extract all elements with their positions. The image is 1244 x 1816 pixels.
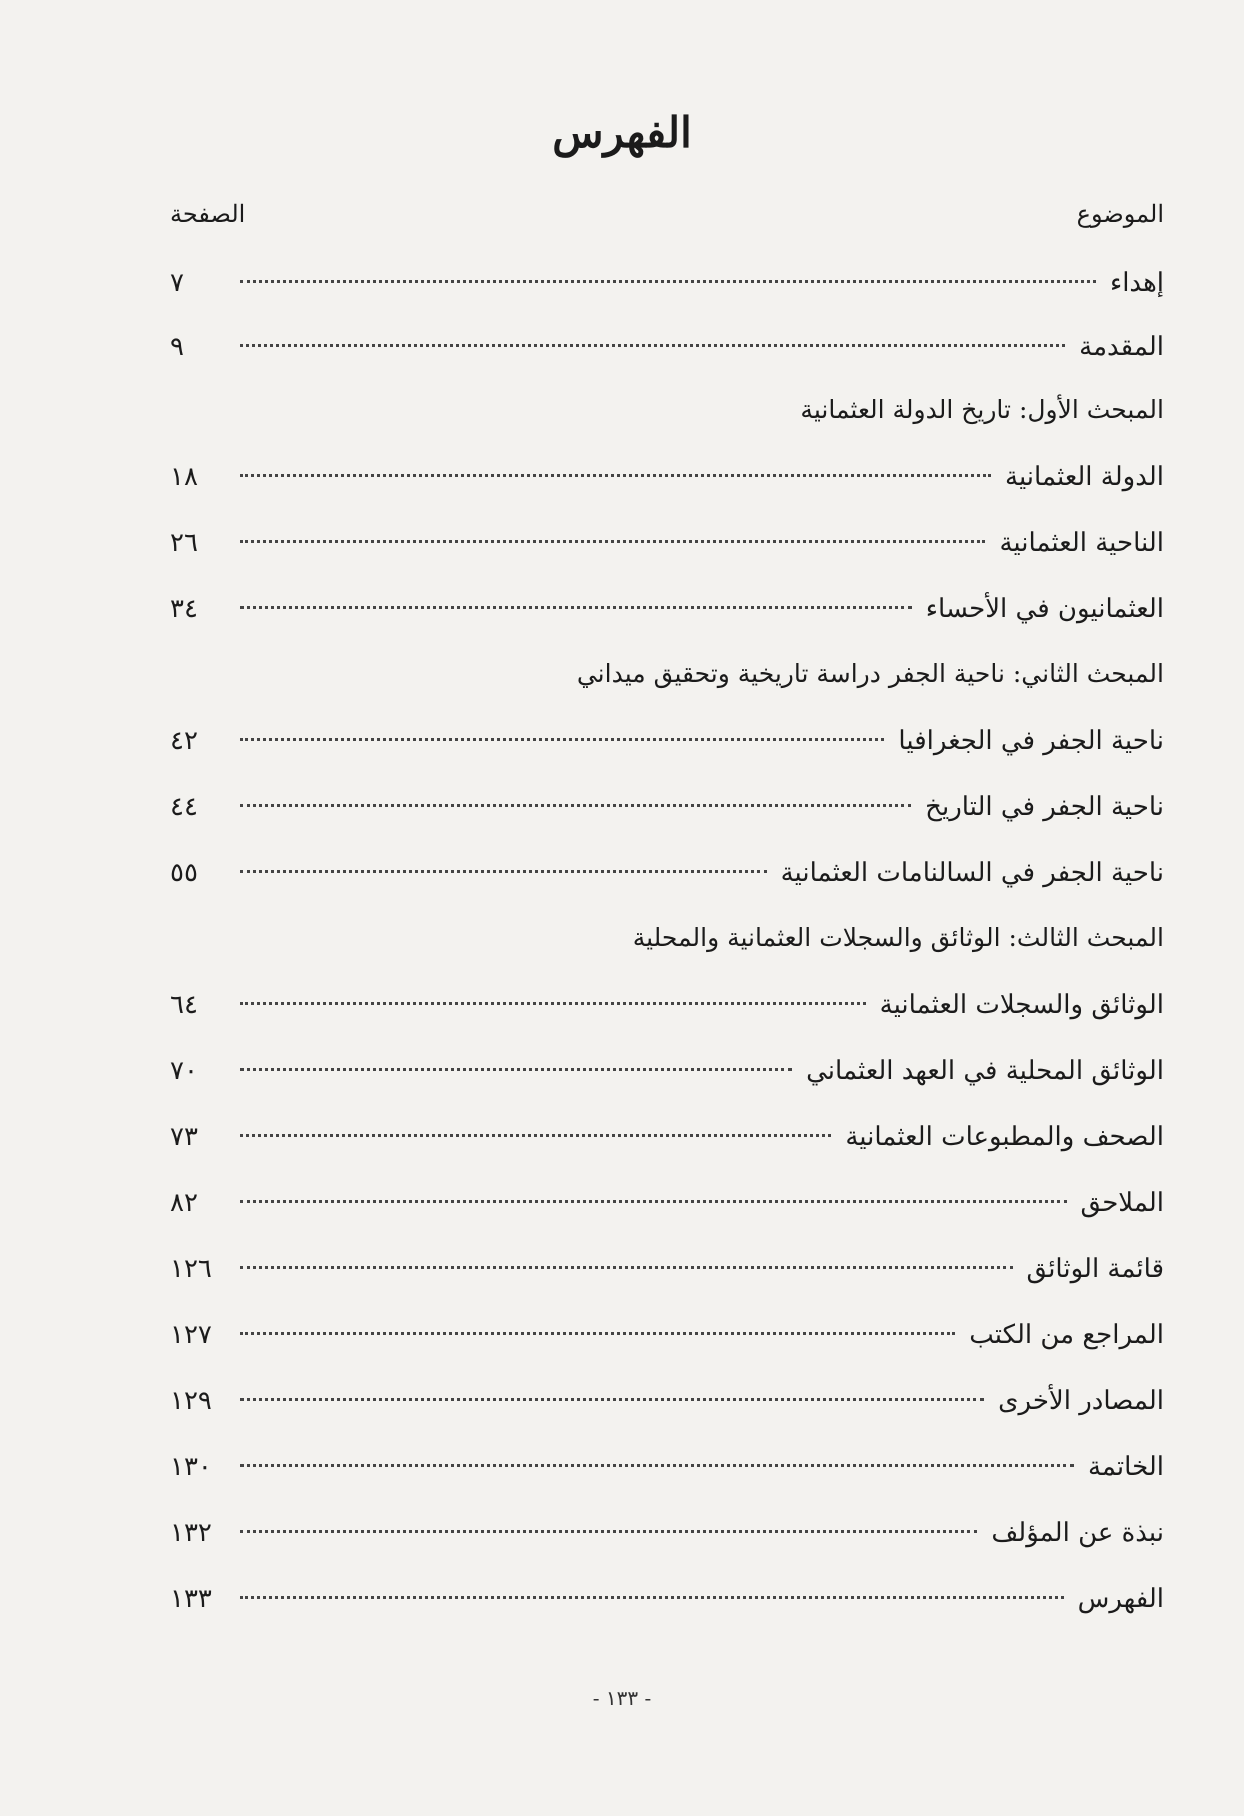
- toc-entry-title: المقدمة: [1079, 332, 1164, 362]
- toc-entry-page: ٢٦: [170, 528, 198, 558]
- toc-entry-page: ٣٤: [170, 594, 198, 624]
- toc-entry: [170, 522, 1164, 564]
- leader-dots: [240, 474, 991, 477]
- toc-entry-title: العثمانيون في الأحساء: [925, 594, 1164, 624]
- toc-entry: [170, 1248, 1164, 1290]
- toc-entry: [170, 1050, 1164, 1092]
- toc-entry: [170, 588, 1164, 630]
- section-title: تاريخ الدولة العثمانية: [800, 395, 1011, 424]
- toc-entry-title: المصادر الأخرى: [998, 1386, 1164, 1416]
- toc-entry: [170, 262, 1164, 304]
- toc-entry-page: ٧٠: [170, 1056, 198, 1086]
- toc-entry-page: ٤٤: [170, 792, 198, 822]
- toc-entry: [170, 1182, 1164, 1224]
- leader-dots: [240, 280, 1096, 283]
- toc-entry: [170, 456, 1164, 498]
- page-number-footer: - ١٣٣ -: [592, 1686, 652, 1710]
- toc-entry-title: نبذة عن المؤلف: [991, 1518, 1164, 1548]
- toc-entry-title: الصحف والمطبوعات العثمانية: [845, 1122, 1164, 1152]
- section-label: المبحث الأول:: [1018, 395, 1164, 424]
- toc-entry: [170, 720, 1164, 762]
- toc-entry: [170, 786, 1164, 828]
- leader-dots: [240, 1398, 984, 1401]
- toc-section-heading: [150, 654, 1164, 694]
- toc-entry-title: إهداء: [1109, 268, 1164, 298]
- leader-dots: [240, 1596, 1064, 1599]
- toc-entry-page: ١٨: [170, 462, 198, 492]
- toc-entry-page: ٩: [170, 332, 184, 362]
- leader-dots: [240, 804, 911, 807]
- section-label: المبحث الثالث:: [1008, 923, 1164, 952]
- toc-entry-page: ٥٥: [170, 858, 198, 888]
- section-label: المبحث الثاني:: [1012, 659, 1164, 688]
- toc-entry-page: ٤٢: [170, 726, 198, 756]
- toc-entry-title: الوثائق المحلية في العهد العثماني: [806, 1056, 1164, 1086]
- section-title: ناحية الجفر دراسة تاريخية وتحقيق ميداني: [576, 659, 1005, 688]
- toc-entry-title: الوثائق والسجلات العثمانية: [879, 990, 1164, 1020]
- leader-dots: [240, 1002, 866, 1005]
- leader-dots: [240, 738, 884, 741]
- topic-column-header: الموضوع: [1076, 200, 1164, 228]
- toc-entry-page: ١٣٢: [170, 1518, 212, 1548]
- leader-dots: [240, 1464, 1074, 1467]
- toc-entry-page: ٦٤: [170, 990, 198, 1020]
- toc-entry-title: الخاتمة: [1087, 1452, 1164, 1482]
- toc-entry-title: ناحية الجفر في الجغرافيا: [898, 726, 1164, 756]
- toc-entry: [170, 1380, 1164, 1422]
- toc-entry-title: الدولة العثمانية: [1005, 462, 1164, 492]
- section-title: الوثائق والسجلات العثمانية والمحلية: [632, 923, 1001, 952]
- toc-entry-title: الناحية العثمانية: [999, 528, 1164, 558]
- column-headers: [170, 200, 1164, 240]
- leader-dots: [240, 1530, 977, 1533]
- toc-entry-page: ٧: [170, 268, 184, 298]
- leader-dots: [240, 1068, 792, 1071]
- toc-entry-page: ٨٢: [170, 1188, 198, 1218]
- toc-section-heading: [150, 918, 1164, 958]
- toc-entry-title: الملاحق: [1080, 1188, 1164, 1218]
- toc-entry-page: ١٢٧: [170, 1320, 212, 1350]
- toc-entry: [170, 1578, 1164, 1620]
- toc-entry-title: ناحية الجفر في التاريخ: [925, 792, 1164, 822]
- toc-entry-page: ١٣٣: [170, 1584, 212, 1614]
- toc-entry: [170, 1512, 1164, 1554]
- toc-entry-page: ١٣٠: [170, 1452, 212, 1482]
- page-column-header: الصفحة: [170, 200, 246, 228]
- leader-dots: [240, 1200, 1067, 1203]
- toc-entry-title: قائمة الوثائق: [1026, 1254, 1164, 1284]
- page-title: الفهرس: [552, 108, 692, 157]
- leader-dots: [240, 1134, 831, 1137]
- toc-entry-title: ناحية الجفر في السالنامات العثمانية: [780, 858, 1164, 888]
- toc-entry-title: الفهرس: [1077, 1584, 1164, 1614]
- toc-entry: [170, 1446, 1164, 1488]
- toc-entry-page: ١٢٦: [170, 1254, 212, 1284]
- leader-dots: [240, 1266, 1013, 1269]
- toc-section-heading: [150, 390, 1164, 430]
- toc-entry: [170, 984, 1164, 1026]
- toc-entry: [170, 1116, 1164, 1158]
- toc-entry-page: ١٢٩: [170, 1386, 212, 1416]
- toc-entry: [170, 1314, 1164, 1356]
- toc-entry: [170, 852, 1164, 894]
- leader-dots: [240, 540, 985, 543]
- toc-entry-title: المراجع من الكتب: [969, 1320, 1164, 1350]
- leader-dots: [240, 1332, 955, 1335]
- leader-dots: [240, 870, 767, 873]
- toc-entry-page: ٧٣: [170, 1122, 198, 1152]
- toc-entry: [170, 326, 1164, 368]
- leader-dots: [240, 606, 912, 609]
- leader-dots: [240, 344, 1065, 347]
